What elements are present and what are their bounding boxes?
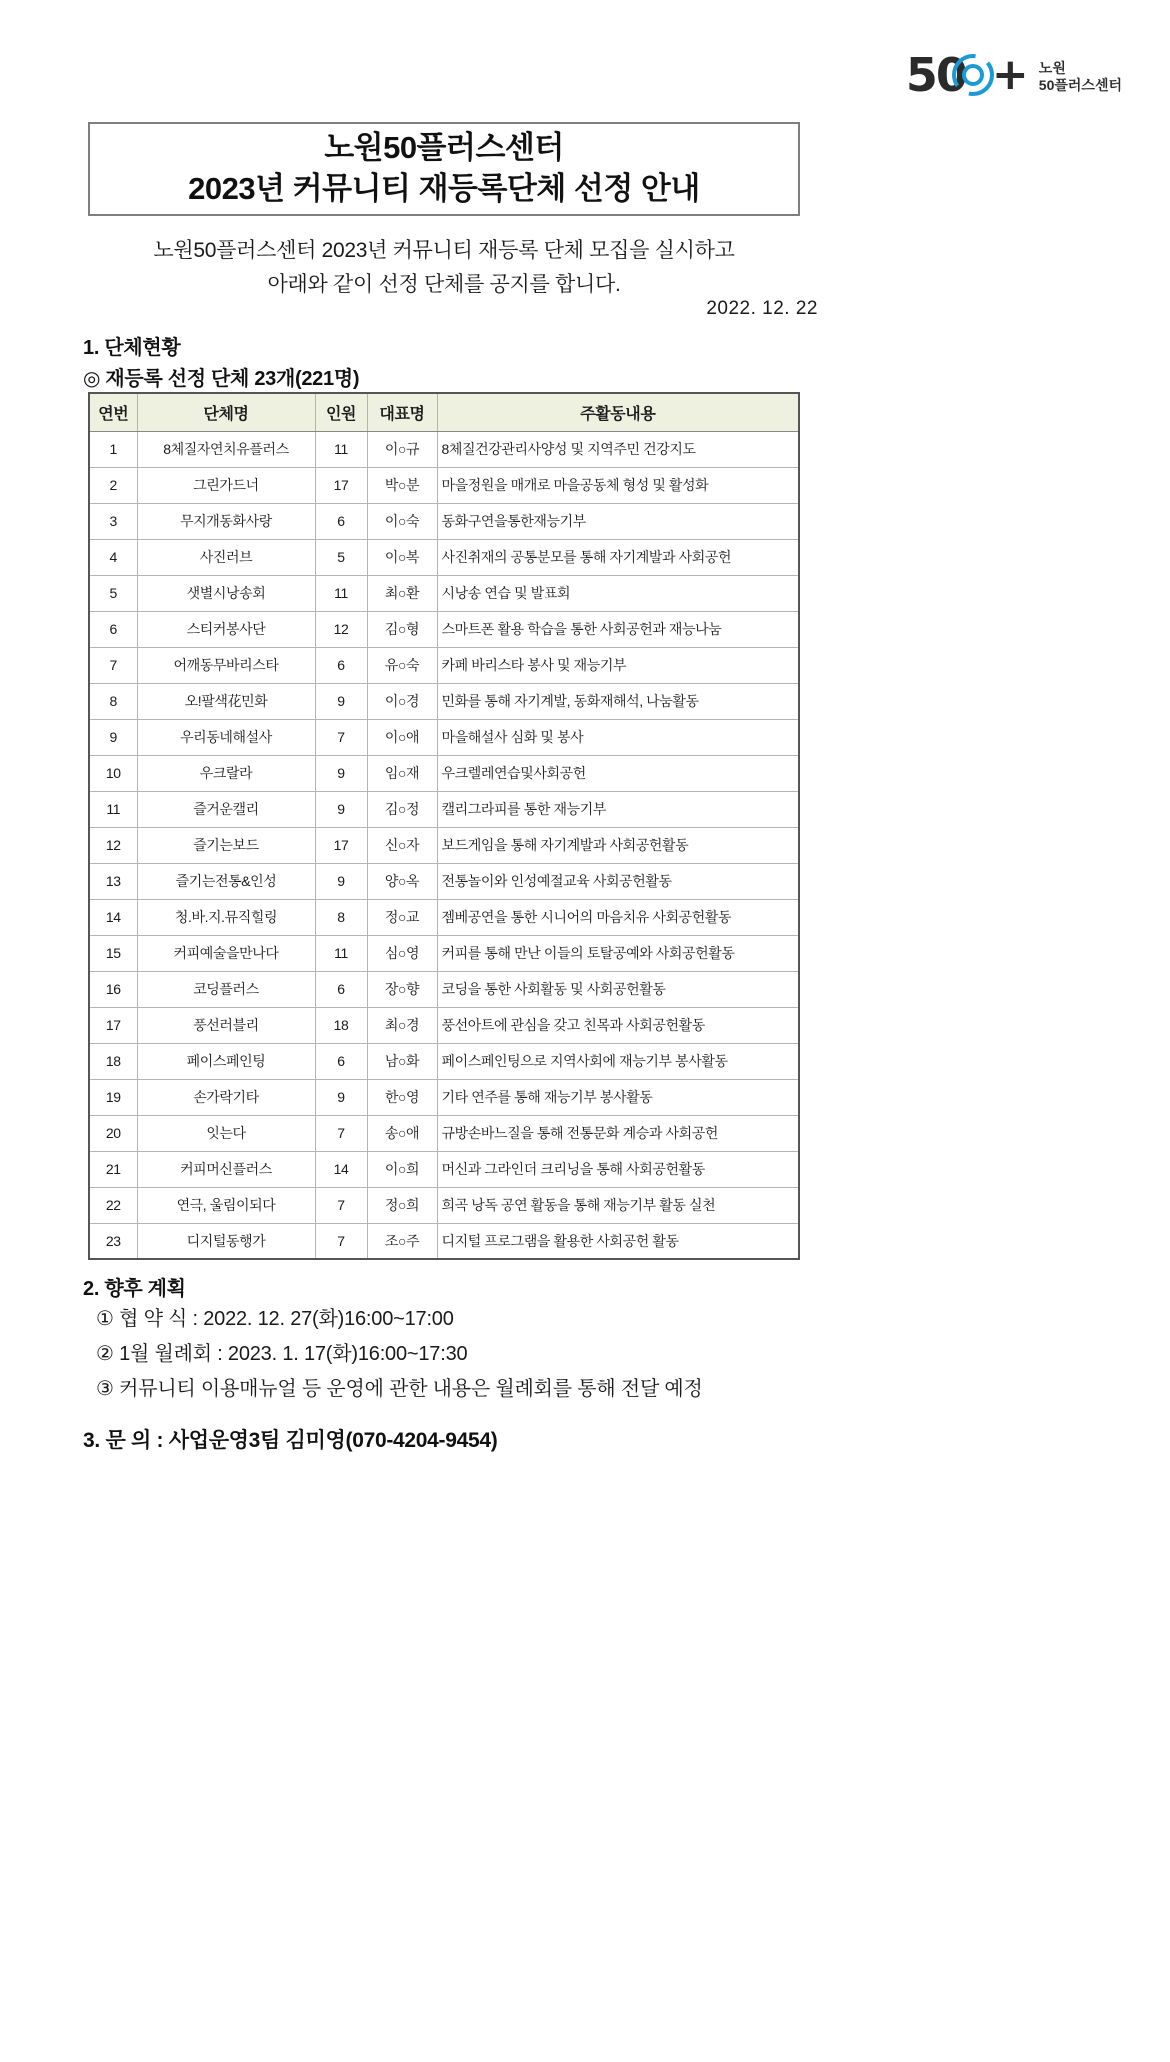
cell-count: 7 xyxy=(315,1115,367,1151)
plan-item: ② 1월 월례회 : 2023. 1. 17(화)16:00~17:30 xyxy=(96,1343,468,1365)
cell-activity: 보드게임을 통해 자기계발과 사회공헌활동 xyxy=(437,827,799,863)
cell-no: 12 xyxy=(89,827,137,863)
cell-name: 디지털동행가 xyxy=(137,1223,315,1259)
cell-count: 14 xyxy=(315,1151,367,1187)
cell-count: 7 xyxy=(315,1187,367,1223)
cell-rep: 남○화 xyxy=(367,1043,437,1079)
logo-wordmark xyxy=(1039,56,1122,95)
section-1-subheading: ◎ 재등록 선정 단체 23개(221명) xyxy=(83,368,360,390)
cell-activity: 커피를 통해 만난 이들의 토탈공예와 사회공헌활동 xyxy=(437,935,799,971)
cell-activity: 시낭송 연습 및 발표회 xyxy=(437,575,799,611)
cell-no: 5 xyxy=(89,575,137,611)
cell-name: 어깨동무바리스타 xyxy=(137,647,315,683)
cell-name: 페이스페인팅 xyxy=(137,1043,315,1079)
header-cell-name: 단체명 xyxy=(137,393,315,431)
cell-no: 7 xyxy=(89,647,137,683)
cell-name: 사진러브 xyxy=(137,539,315,575)
cell-no: 1 xyxy=(89,431,137,467)
cell-no: 8 xyxy=(89,683,137,719)
cell-activity: 페이스페인팅으로 지역사회에 재능기부 봉사활동 xyxy=(437,1043,799,1079)
cell-rep: 이○애 xyxy=(367,719,437,755)
cell-no: 4 xyxy=(89,539,137,575)
cell-rep: 양○옥 xyxy=(367,863,437,899)
cell-name: 잇는다 xyxy=(137,1115,315,1151)
groups-table-container xyxy=(88,392,798,1260)
cell-name: 손가락기타 xyxy=(137,1079,315,1115)
cell-count: 9 xyxy=(315,863,367,899)
table-row xyxy=(89,683,799,719)
cell-rep: 장○향 xyxy=(367,971,437,1007)
table-row xyxy=(89,611,799,647)
cell-name: 우크랄라 xyxy=(137,755,315,791)
cell-name: 커피머신플러스 xyxy=(137,1151,315,1187)
cell-no: 19 xyxy=(89,1079,137,1115)
cell-activity: 우크렐레연습및사회공헌 xyxy=(437,755,799,791)
cell-activity: 젬베공연을 통한 시니어의 마음치유 사회공헌활동 xyxy=(437,899,799,935)
cell-no: 21 xyxy=(89,1151,137,1187)
cell-no: 2 xyxy=(89,467,137,503)
cell-activity: 동화구연을통한재능기부 xyxy=(437,503,799,539)
cell-no: 15 xyxy=(89,935,137,971)
cell-rep: 조○주 xyxy=(367,1223,437,1259)
cell-rep: 정○교 xyxy=(367,899,437,935)
table-row xyxy=(89,647,799,683)
logo-plus-icon: + xyxy=(991,49,1029,100)
cell-name: 8체질자연치유플러스 xyxy=(137,431,315,467)
cell-no: 17 xyxy=(89,1007,137,1043)
table-row xyxy=(89,899,799,935)
cell-activity: 희곡 낭독 공연 활동을 통해 재능기부 활동 실천 xyxy=(437,1187,799,1223)
table-row xyxy=(89,863,799,899)
cell-name: 무지개동화사랑 xyxy=(137,503,315,539)
table-row xyxy=(89,827,799,863)
section-3-contact: 3. 문 의 : 사업운영3팀 김미영(070-4204-9454) xyxy=(83,1429,498,1452)
cell-name: 그린가드너 xyxy=(137,467,315,503)
document-title-box xyxy=(88,122,800,216)
cell-rep: 최○경 xyxy=(367,1007,437,1043)
cell-rep: 한○영 xyxy=(367,1079,437,1115)
cell-activity: 8체질건강관리사양성 및 지역주민 건강지도 xyxy=(437,431,799,467)
logo-wordmark-line1: 노원 xyxy=(1038,59,1066,76)
cell-activity: 캘리그라피를 통한 재능기부 xyxy=(437,791,799,827)
cell-count: 8 xyxy=(315,899,367,935)
cell-activity: 전통놀이와 인성예절교육 사회공헌활동 xyxy=(437,863,799,899)
cell-count: 6 xyxy=(315,647,367,683)
cell-no: 18 xyxy=(89,1043,137,1079)
cell-activity: 마을해설사 심화 및 봉사 xyxy=(437,719,799,755)
cell-activity: 민화를 통해 자기계발, 동화재해석, 나눔활동 xyxy=(437,683,799,719)
cell-count: 9 xyxy=(315,683,367,719)
cell-rep: 임○재 xyxy=(367,755,437,791)
cell-rep: 김○정 xyxy=(367,791,437,827)
cell-name: 즐거운캘리 xyxy=(137,791,315,827)
cell-rep: 김○형 xyxy=(367,611,437,647)
cell-count: 9 xyxy=(315,755,367,791)
cell-name: 스티커봉사단 xyxy=(137,611,315,647)
cell-count: 7 xyxy=(315,719,367,755)
logo-numeral: 50 xyxy=(905,48,966,102)
cell-activity: 풍선아트에 관심을 갖고 친목과 사회공헌활동 xyxy=(437,1007,799,1043)
cell-count: 11 xyxy=(315,431,367,467)
plan-item: ③ 커뮤니티 이용매뉴얼 등 운영에 관한 내용은 월례회를 통해 전달 예정 xyxy=(96,1378,703,1400)
table-header-row xyxy=(89,393,799,431)
cell-count: 5 xyxy=(315,539,367,575)
header-cell-activity: 주활동내용 xyxy=(437,393,799,431)
cell-rep: 신○자 xyxy=(367,827,437,863)
cell-rep: 최○환 xyxy=(367,575,437,611)
table-row xyxy=(89,1115,799,1151)
header-cell-no: 연번 xyxy=(89,393,137,431)
header-cell-rep: 대표명 xyxy=(367,393,437,431)
logo-mark xyxy=(905,48,1029,102)
cell-rep: 박○분 xyxy=(367,467,437,503)
cell-name: 커피예술을만나다 xyxy=(137,935,315,971)
table-row xyxy=(89,503,799,539)
cell-no: 6 xyxy=(89,611,137,647)
cell-name: 즐기는전통&인성 xyxy=(137,863,315,899)
future-plan-list xyxy=(96,1302,816,1407)
cell-name: 우리동네해설사 xyxy=(137,719,315,755)
intro-paragraph xyxy=(88,234,800,301)
table-row xyxy=(89,1187,799,1223)
intro-line-2: 아래와 같이 선정 단체를 공지를 합니다. xyxy=(267,272,621,296)
table-row xyxy=(89,431,799,467)
cell-name: 코딩플러스 xyxy=(137,971,315,1007)
cell-rep: 유○숙 xyxy=(367,647,437,683)
cell-rep: 심○영 xyxy=(367,935,437,971)
cell-name: 샛별시낭송회 xyxy=(137,575,315,611)
cell-no: 16 xyxy=(89,971,137,1007)
cell-count: 7 xyxy=(315,1223,367,1259)
table-row xyxy=(89,575,799,611)
section-1-heading: 1. 단체현황 xyxy=(83,337,181,359)
cell-count: 17 xyxy=(315,467,367,503)
cell-activity: 규방손바느질을 통해 전통문화 계승과 사회공헌 xyxy=(437,1115,799,1151)
table-row xyxy=(89,935,799,971)
cell-rep: 이○숙 xyxy=(367,503,437,539)
logo-wordmark-line2: 50플러스센터 xyxy=(1038,77,1122,93)
cell-no: 23 xyxy=(89,1223,137,1259)
table-row xyxy=(89,719,799,755)
groups-table xyxy=(88,392,800,1260)
cell-count: 11 xyxy=(315,935,367,971)
plan-item: ① 협 약 식 : 2022. 12. 27(화)16:00~17:00 xyxy=(96,1308,454,1330)
cell-no: 22 xyxy=(89,1187,137,1223)
table-row xyxy=(89,1007,799,1043)
table-row xyxy=(89,1151,799,1187)
title-line-2: 2023년 커뮤니티 재등록단체 선정 안내 xyxy=(188,171,700,206)
cell-activity: 기타 연주를 통해 재능기부 봉사활동 xyxy=(437,1079,799,1115)
table-row xyxy=(89,791,799,827)
cell-count: 18 xyxy=(315,1007,367,1043)
section-2-heading: 2. 향후 계획 xyxy=(83,1278,186,1300)
cell-rep: 정○희 xyxy=(367,1187,437,1223)
cell-rep: 이○경 xyxy=(367,683,437,719)
cell-name: 청.바.지.뮤직힐링 xyxy=(137,899,315,935)
cell-count: 6 xyxy=(315,971,367,1007)
document-date: 2022. 12. 22 xyxy=(706,298,818,319)
cell-no: 3 xyxy=(89,503,137,539)
cell-rep: 이○규 xyxy=(367,431,437,467)
site-logo xyxy=(905,48,1122,102)
cell-count: 17 xyxy=(315,827,367,863)
cell-no: 14 xyxy=(89,899,137,935)
cell-name: 즐기는보드 xyxy=(137,827,315,863)
cell-activity: 마을정원을 매개로 마을공동체 형성 및 활성화 xyxy=(437,467,799,503)
cell-activity: 디지털 프로그램을 활용한 사회공헌 활동 xyxy=(437,1223,799,1259)
cell-activity: 스마트폰 활용 학습을 통한 사회공헌과 재능나눔 xyxy=(437,611,799,647)
table-row xyxy=(89,539,799,575)
table-row xyxy=(89,971,799,1007)
cell-no: 13 xyxy=(89,863,137,899)
groups-table-head xyxy=(89,393,799,431)
groups-table-body xyxy=(89,431,799,1259)
cell-activity: 사진취재의 공통분모를 통해 자기계발과 사회공헌 xyxy=(437,539,799,575)
cell-count: 6 xyxy=(315,503,367,539)
table-row xyxy=(89,755,799,791)
cell-activity: 카페 바리스타 봉사 및 재능기부 xyxy=(437,647,799,683)
table-row xyxy=(89,467,799,503)
cell-rep: 이○복 xyxy=(367,539,437,575)
title-line-1: 노원50플러스센터 xyxy=(324,130,564,166)
cell-rep: 이○희 xyxy=(367,1151,437,1187)
cell-count: 9 xyxy=(315,791,367,827)
header-cell-count: 인원 xyxy=(315,393,367,431)
table-row xyxy=(89,1223,799,1259)
cell-name: 풍선러블리 xyxy=(137,1007,315,1043)
cell-name: 오!팔색花민화 xyxy=(137,683,315,719)
cell-no: 11 xyxy=(89,791,137,827)
cell-count: 6 xyxy=(315,1043,367,1079)
cell-name: 연극, 울림이되다 xyxy=(137,1187,315,1223)
cell-count: 9 xyxy=(315,1079,367,1115)
cell-activity: 코딩을 통한 사회활동 및 사회공헌활동 xyxy=(437,971,799,1007)
table-row xyxy=(89,1043,799,1079)
cell-rep: 송○애 xyxy=(367,1115,437,1151)
cell-no: 20 xyxy=(89,1115,137,1151)
cell-count: 11 xyxy=(315,575,367,611)
cell-no: 10 xyxy=(89,755,137,791)
logo-ring-icon xyxy=(950,52,996,98)
intro-line-1: 노원50플러스센터 2023년 커뮤니티 재등록 단체 모집을 실시하고 xyxy=(153,239,735,262)
cell-count: 12 xyxy=(315,611,367,647)
cell-no: 9 xyxy=(89,719,137,755)
cell-activity: 머신과 그라인더 크리닝을 통해 사회공헌활동 xyxy=(437,1151,799,1187)
table-row xyxy=(89,1079,799,1115)
